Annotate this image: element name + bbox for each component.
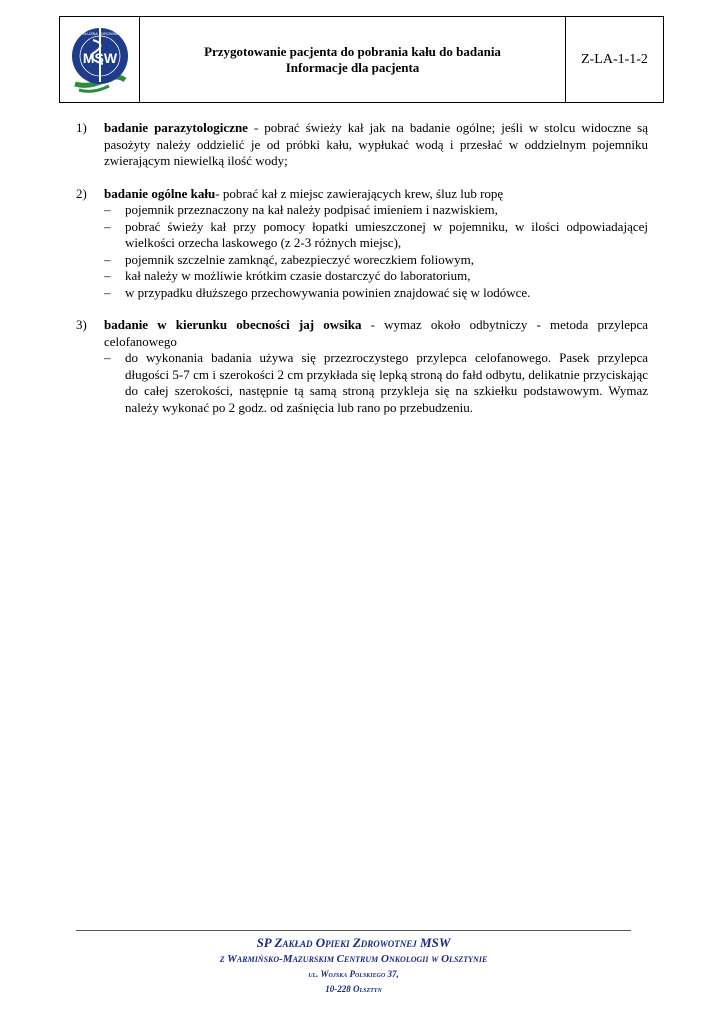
- sub-list-item: [104, 202, 648, 219]
- document-code: Z-LA-1-1-2: [581, 51, 648, 67]
- sub-list-text: do wykonania badania używa się przezroczystego przylepca celofanowego. Pasek przylepca długości 5-7 cm i szerokości 2 cm przykłada się lepką stroną do fałd odbytu, delikatnie przyciskając do całej szerokości, następnie tą samą stroną przykleja się na szkiełku podstawowym. Wymaz należy wykonać po 2 godz. od zaśnięcia lub rano po przebudzeniu.: [125, 350, 648, 415]
- list-item-description: - pobrać świeży kał jak na badanie ogólne; jeśli w stolcu widoczne są pasożyty należy oddzielić je od próbki kału, wypłukać wodą i przesłać w oddzielnym pojemniku zwierającym niewielką ilość wody;: [104, 120, 649, 168]
- sub-list-item: [104, 268, 648, 285]
- sub-list-text: pojemnik szczelnie zamknąć, zabezpieczyć woreczkiem foliowym,: [125, 251, 475, 267]
- sub-list-text: pobrać świeży kał przy pomocy łopatki umieszczonej w pojemniku, w ilości odpowiadającej wielkości orzecha laskowego (z 2-3 różnych miejsc),: [125, 218, 648, 250]
- footer-divider: [76, 930, 631, 931]
- list-item-number: 2): [76, 185, 87, 201]
- logo-ring-text: SŁUŻBA ZDROWIA: [81, 30, 118, 36]
- sub-list-item: [104, 219, 648, 252]
- list-item-description: - pobrać kał z miejsc zawierających krew, śluz lub ropę: [215, 185, 504, 201]
- dash-bullet: –: [104, 251, 111, 267]
- list-item: [76, 317, 648, 416]
- document-subtitle: Informacje dla pacjenta: [285, 59, 420, 75]
- list-item-text: [104, 186, 648, 203]
- dash-bullet: –: [104, 218, 111, 234]
- sub-list-item: [104, 285, 648, 302]
- list-item-heading: badanie ogólne kału: [104, 185, 216, 201]
- dash-bullet: –: [104, 284, 111, 300]
- document-header: [59, 16, 664, 103]
- logo-cell: [60, 17, 140, 102]
- dash-bullet: –: [104, 350, 111, 365]
- msw-logo: [67, 18, 133, 102]
- sub-list-item: [104, 252, 648, 269]
- list-item-number: 3): [76, 317, 87, 332]
- list-item: [76, 186, 648, 302]
- list-item-heading: badanie parazytologiczne: [104, 120, 248, 135]
- sub-list-text: w przypadku dłuższego przechowywania powinien znajdować się w lodówce.: [125, 284, 531, 300]
- list-item: [76, 120, 648, 170]
- document-title: Przygotowanie pacjenta do pobrania kału do badania: [204, 43, 501, 59]
- footer-line-2: z Warmińsko-Mazurskim Centrum Onkologii w Olsztynie: [219, 953, 488, 965]
- list-item-description: - wymaz około odbytniczy - metoda przylepca celofanowego: [104, 317, 649, 349]
- title-cell: [140, 17, 566, 102]
- list-item-text: [104, 120, 648, 170]
- footer-line-1: SP Zakład Opieki Zdrowotnej MSW: [256, 935, 451, 950]
- sub-list-text: pojemnik przeznaczony na kał należy podpisać imieniem i nazwiskiem,: [125, 202, 498, 217]
- footer-line-3: ul. Wojska Polskiego 37,: [308, 969, 399, 979]
- logo-text: MSW: [82, 49, 117, 66]
- list-item-number: 1): [76, 120, 87, 135]
- footer: [76, 934, 631, 997]
- document-body: [76, 120, 648, 432]
- list-item-heading: badanie w kierunku obecności jaj owsika: [104, 317, 362, 332]
- dash-bullet: –: [104, 202, 111, 217]
- sub-list-text: kał należy w możliwie krótkim czasie dostarczyć do laboratorium,: [125, 268, 471, 283]
- dash-bullet: –: [104, 268, 111, 283]
- footer-line-4: 10-228 Olsztyn: [325, 984, 382, 994]
- sub-list-item: [104, 350, 648, 416]
- list-item-text: [104, 317, 648, 350]
